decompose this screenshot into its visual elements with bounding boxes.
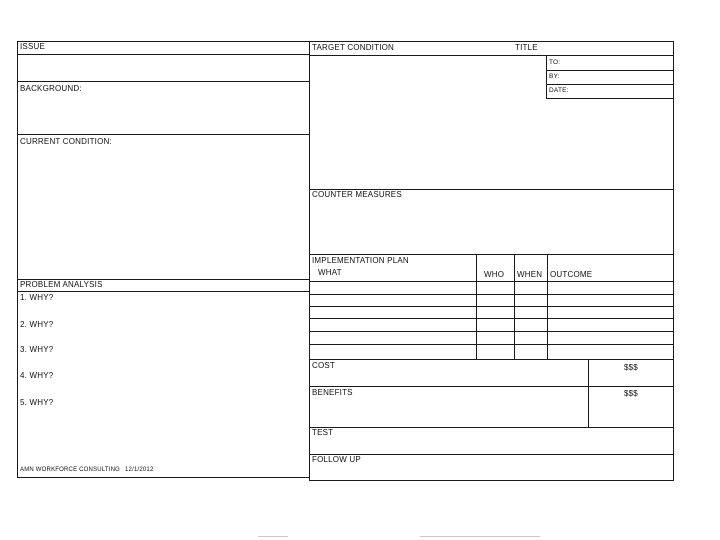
background-label: BACKGROUND: — [20, 84, 82, 93]
benefits-divider — [309, 386, 674, 387]
why-3-label: 3. WHY? — [20, 345, 54, 354]
benefits-amount: $$$ — [624, 389, 638, 398]
scan-artifact — [420, 536, 540, 537]
why-5-label: 5. WHY? — [20, 398, 54, 407]
target-condition-label: TARGET CONDITION — [312, 43, 395, 52]
cost-amount: $$$ — [624, 363, 638, 372]
plan-row-1-line — [309, 294, 674, 295]
cost-label: COST — [312, 361, 336, 370]
test-label: TEST — [312, 428, 334, 437]
to-by-date-left-border — [546, 55, 547, 98]
title-label: TITLE — [515, 43, 538, 52]
outcome-column-header: OUTCOME — [550, 270, 593, 279]
follow-up-label: FOLLOW UP — [312, 455, 361, 464]
what-column-header: WHAT — [318, 268, 342, 277]
why-1-label: 1. WHY? — [20, 293, 54, 302]
plan-row-3-line — [309, 318, 674, 319]
counter-measures-label: COUNTER MEASURES — [312, 190, 402, 199]
left-panel — [17, 41, 310, 478]
when-column-header: WHEN — [517, 270, 543, 279]
to-divider — [546, 70, 674, 71]
follow-up-divider — [309, 454, 674, 455]
date-divider — [546, 98, 674, 99]
why-2-label: 2. WHY? — [20, 320, 54, 329]
to-label: TO: — [549, 59, 561, 66]
background-divider — [17, 81, 310, 82]
benefits-label: BENEFITS — [312, 388, 353, 397]
why-4-label: 4. WHY? — [20, 371, 54, 380]
target-condition-divider — [309, 55, 674, 56]
by-divider — [546, 84, 674, 85]
scan-artifact — [258, 536, 288, 537]
cost-benefits-amount-line — [588, 359, 589, 427]
test-divider — [309, 427, 674, 428]
implementation-plan-divider — [309, 254, 674, 255]
problem-analysis-divider-bottom — [17, 291, 310, 292]
implementation-plan-label: IMPLEMENTATION PLAN — [312, 256, 409, 265]
plan-header-divider — [309, 281, 674, 282]
problem-analysis-label: PROBLEM ANALYSIS — [20, 280, 103, 289]
current-condition-label: CURRENT CONDITION: — [20, 137, 112, 146]
issue-label: ISSUE — [20, 42, 46, 51]
current-condition-divider — [17, 134, 310, 135]
plan-row-2-line — [309, 306, 674, 307]
footer-date: 12/1/2012 — [125, 467, 154, 473]
who-column-header: WHO — [484, 270, 505, 279]
date-label: DATE: — [549, 87, 569, 94]
cost-divider — [309, 359, 674, 360]
plan-row-5-line — [309, 344, 674, 345]
plan-row-4-line — [309, 331, 674, 332]
by-label: BY: — [549, 73, 560, 80]
footer-company: AMN WORKFORCE CONSULTING — [20, 467, 121, 473]
issue-divider — [17, 54, 310, 55]
